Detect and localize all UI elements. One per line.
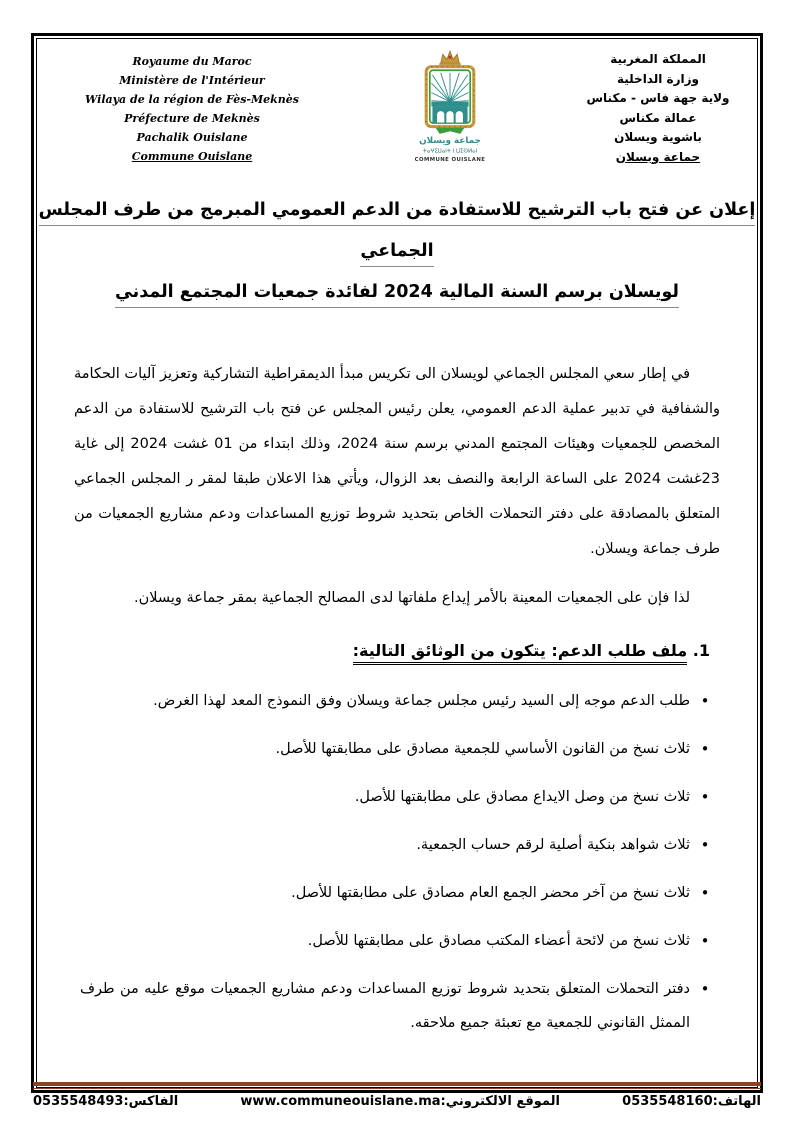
list-item-text: طلب الدعم موجه إلى السيد رئيس مجلس جماعة ويسلان وفق النموذج المعد لهذا الغرض. xyxy=(153,693,690,709)
title-line-2: لويسلان برسم السنة المالية 2024 لفائدة جمعيات المجتمع المدني xyxy=(115,282,679,308)
footer-divider xyxy=(33,1082,761,1089)
letterhead xyxy=(38,40,756,168)
phone-number: 0535548160 xyxy=(622,1094,713,1109)
website-contact xyxy=(240,1094,560,1109)
fax-number: 0535548493 xyxy=(33,1094,124,1109)
letterhead-fr-commune: Commune Ouislane xyxy=(131,150,253,163)
page-footer xyxy=(33,1082,761,1109)
bullet-icon: • xyxy=(700,932,710,950)
list-item xyxy=(74,732,720,766)
crest-svg xyxy=(398,48,502,168)
letterhead-arabic xyxy=(574,48,742,167)
bullet-icon: • xyxy=(700,692,710,710)
website-url: www.communeouislane.ma xyxy=(240,1094,441,1109)
phone-contact xyxy=(622,1094,761,1109)
title-line-1: إعلان عن فتح باب الترشيح للاستفادة من الدعم العمومي المبرمج من طرف المجلس الجماعي xyxy=(39,200,756,267)
list-item xyxy=(74,876,720,910)
letterhead-fr-line: Ministère de l'Intérieur xyxy=(119,74,265,87)
letterhead-fr-line: Wilaya de la région de Fès-Meknès xyxy=(85,93,299,106)
letterhead-fr-line: Préfecture de Meknès xyxy=(124,112,260,125)
website-label: الموقع الالكتروني: xyxy=(440,1094,560,1109)
list-item-text: ثلاث شواهد بنكية أصلية لرقم حساب الجمعية. xyxy=(416,837,690,853)
intro-paragraph: في إطار سعي المجلس الجماعي لويسلان الى تكريس مبدأ الديمقراطية التشاركية وتعزيز آليات الحكامة والشفافية في تدبير عملية الدعم العمومي، يعلن رئيس المجلس عن فتح باب الترشيح للاستفادة من الدعم المخصص للجمعيات وهيئات المجتمع المدني برسم سنة 2024، وذلك ابتداء من 01 غشت 2024 إلى غاية 23غشت 2024 على الساعة الرابعة والنصف بعد الزوال، ويأتي هذا الاعلان طبقا لمقر ر المجلس الجماعي المتعلق بالمصادقة على دفتر التحملات الخاص بتحديد شروط توزيع المساعدات ودعم مشاريع الجمعيات من طرف جماعة ويسلان. xyxy=(74,366,721,557)
logo-latin-name: COMMUNE OUISLANE xyxy=(414,156,486,163)
list-item xyxy=(74,828,720,862)
ribbon-banner xyxy=(436,128,465,134)
letterhead-ar-line: وزارة الداخلية xyxy=(616,71,700,86)
letterhead-ar-line: ولاية جهة فاس - مكناس xyxy=(586,91,730,105)
crown-icon xyxy=(440,51,461,66)
footer-contacts xyxy=(33,1094,761,1109)
submission-paragraph: لذا فإن على الجمعيات المعينة بالأمر إيداع ملفاتها لدى المصالح الجماعية بمقر جماعة ويسلان. xyxy=(133,590,690,606)
bullet-icon: • xyxy=(700,788,710,806)
required-documents-list xyxy=(74,684,720,1040)
list-item-text: دفتر التحملات المتعلق بتحديد شروط توزيع المساعدات ودعم مشاريع الجمعيات موقع عليه من طرف الممثل القانوني للجمعية مع تعبئة جميع ملاحقه. xyxy=(80,981,690,1031)
logo-arabic-name: جماعة ويسلان xyxy=(419,136,481,147)
list-item-text: ثلاث نسخ من وصل الايداع مصادق على مطابقتها للأصل. xyxy=(354,789,690,805)
letterhead-ar-line: باشوية ويسلان xyxy=(614,130,702,144)
list-item-text: ثلاث نسخ من لائحة أعضاء المكتب مصادق على مطابقتها للأصل. xyxy=(307,933,690,949)
letterhead-ar-commune: جماعة ويسلان xyxy=(615,149,701,164)
fax-contact xyxy=(33,1094,178,1109)
list-item-text: ثلاث نسخ من آخر محضر الجمع العام مصادق على مطابقتها للأصل. xyxy=(291,885,690,901)
phone-label: الهاتف: xyxy=(712,1094,761,1109)
bullet-icon: • xyxy=(700,980,710,998)
list-item xyxy=(74,972,720,1040)
list-item xyxy=(74,924,720,958)
logo-tifinagh-name: ⵜⴰⵖⵉⵡⴰⵏⵜ ⵏ ⵡⵉⵙⵍⴰⵏ xyxy=(422,148,478,155)
list-item xyxy=(74,780,720,814)
letterhead-french xyxy=(58,48,326,166)
announcement-title xyxy=(38,190,756,313)
bullet-icon: • xyxy=(700,884,710,902)
letterhead-fr-line: Pachalik Ouislane xyxy=(136,131,248,144)
letterhead-ar-line: عمالة مكناس xyxy=(619,110,697,125)
letterhead-fr-line: Royaume du Maroc xyxy=(132,55,252,68)
bullet-icon: • xyxy=(700,836,710,854)
bridge-icon xyxy=(431,102,468,123)
document-body xyxy=(74,357,720,1040)
bullet-icon: • xyxy=(700,740,710,758)
page-content xyxy=(38,40,756,1085)
letterhead-ar-line: المملكة المغربية xyxy=(610,52,706,66)
list-item-text: ثلاث نسخ من القانون الأساسي للجمعية مصادق على مطابقتها للأصل. xyxy=(275,741,690,757)
section-1-heading xyxy=(74,636,720,666)
commune-crest-logo xyxy=(395,48,505,168)
section-number: 1. xyxy=(692,641,710,660)
section-heading-text: ملف طلب الدعم: يتكون من الوثائق التالية: xyxy=(353,641,688,665)
fax-label: الفاكس: xyxy=(123,1094,179,1109)
list-item xyxy=(74,684,720,718)
